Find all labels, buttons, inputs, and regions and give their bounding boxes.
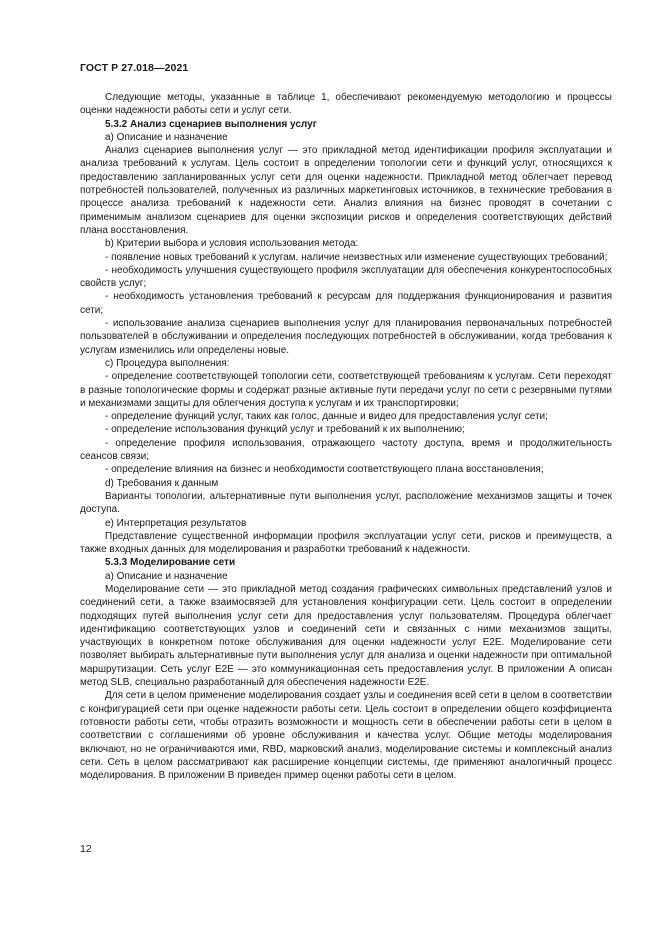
paragraph: - определение использования функций услуг и требований к их выполнению; [105,424,465,436]
paragraph: Анализ сценариев выполнения услуг — это прикладной метод идентификации профиля эксплуатации и анализа требований к услугам. Цель состоит в определении топологии сети и функций услуг, относящихся к предоставлению запланированных услуг сети для оценки надежности. Прикладной метод облегчает перевод потребностей пользователей, полученных из различных маркетинговых источников, в технические требования в процессе анализа требований к надежности сети. Анализ влияния на бизнес проводят в сочетании с применимым анализом сценариев для оценки экспозиции рисков и определения соответствующих действий плана восстановления. [80,145,612,236]
paragraph: - необходимость установления требований к ресурсам для поддержания функционирования и развития сети; [80,291,612,316]
paragraph: a) Описание и назначение [105,131,228,143]
paragraph: b) Критерии выбора и условия использования метода: [105,238,359,250]
section-heading: 5.3.2 Анализ сценариев выполнения услуг [105,118,317,130]
paragraph: Для сети в целом применение моделирования создает узлы и соединения всей сети в целом в соответствии с конфигурацией сети при оценке надежности работы сети. Цель состоит в определении общего коэффициента готовности работы сети, чтобы отразить возможности и мощность сети в обеспечении работы сети в целом в соответствии с соглашениями об уровне обслуживания и качества услуг. Общие методы моделирования включают, но не ограничиваются ими, RBD, марковский анализ, моделирование системы и комплексный анализ сети. Сеть в целом рассматривают как расширение концепции системы, где применяют аналогичный процесс моделирования. В приложении В приведен пример оценки работы сети в целом. [80,690,612,782]
paragraph: - определение функций услуг, таких как голос, данные и видео для предоставления услуг сети; [105,411,548,423]
document-header: ГОСТ Р 27.018—2021 [80,62,189,74]
paragraph: e) Интерпретация результатов [105,517,247,529]
page-number: 12 [80,843,92,855]
paragraph: Представление существенной информации профиля эксплуатации услуг сети, рисков и преимуществ, а также входных данных для моделирования и разработки требований к надежности. [80,530,612,556]
paragraph: Варианты топологии, альтернативные пути выполнения услуг, расположение механизмов защиты и точек доступа. [80,490,612,516]
paragraph: Моделирование сети — это прикладной метод создания графических символьных представлений узлов и соединений сети, а также взаимосвязей для установления конфигурации сети. Цель состоит в определении подходящих путей выполнения услуг сети для предоставления услуг пользователям. Процедура облегчает идентификацию соответствующих узлов и соединений сети и связанных с ними механизмов защиты, участвующих в конкретном потоке обслуживания для оценки надежности услуг E2E. Моделирование сети позволяет выбирать альтернативные пути выполнения услуг для анализа и оценки надежности при оптимальной маршрутизации. Сеть услуг E2E — это коммуникационная сеть предоставления услуг. В приложении А описан метод SLB, специально разработанный для обеспечения надежности E2E. [80,583,612,689]
paragraph: - использование анализа сценариев выполнения услуг для планирования первоначальных потребностей пользователей в обслуживании и определения последующих потребностей в обслуживании, когда требования к услугам изменились или определены новые. [80,318,612,356]
paragraph: d) Требования к данным [105,477,219,489]
paragraph: - определение соответствующей топологии сети, соответствующей требованиям к услугам. Сети переходят в разные топологические формы и содержат разные активные пути передачи услуг по сети с резервными путями и механизмами защиты для облегчения доступа к услугам и их транспортировки; [80,371,612,409]
paragraph: c) Процедура выполнения: [105,357,230,369]
paragraph: - определение влияния на бизнес и необходимости соответствующего плана восстановления; [105,464,544,476]
paragraph: - появление новых требований к услугам, наличие неизвестных или изменение существующих требований; [105,251,608,263]
paragraph: - необходимость улучшения существующего профиля эксплуатации для обеспечения конкурентоспособных свойств услуг; [80,264,612,290]
paragraph: Следующие методы, указанные в таблице 1, обеспечивают рекомендуемую методологию и процессы оценки надежности работы сети и услуг сети. [80,92,612,117]
paragraph: a) Описание и назначение [105,570,228,582]
paragraph: - определение профиля использования, отражающего частоту доступа, время и продолжительность сеансов связи; [80,437,612,463]
document-body [80,91,612,782]
section-heading: 5.3.3 Моделирование сети [105,557,236,569]
